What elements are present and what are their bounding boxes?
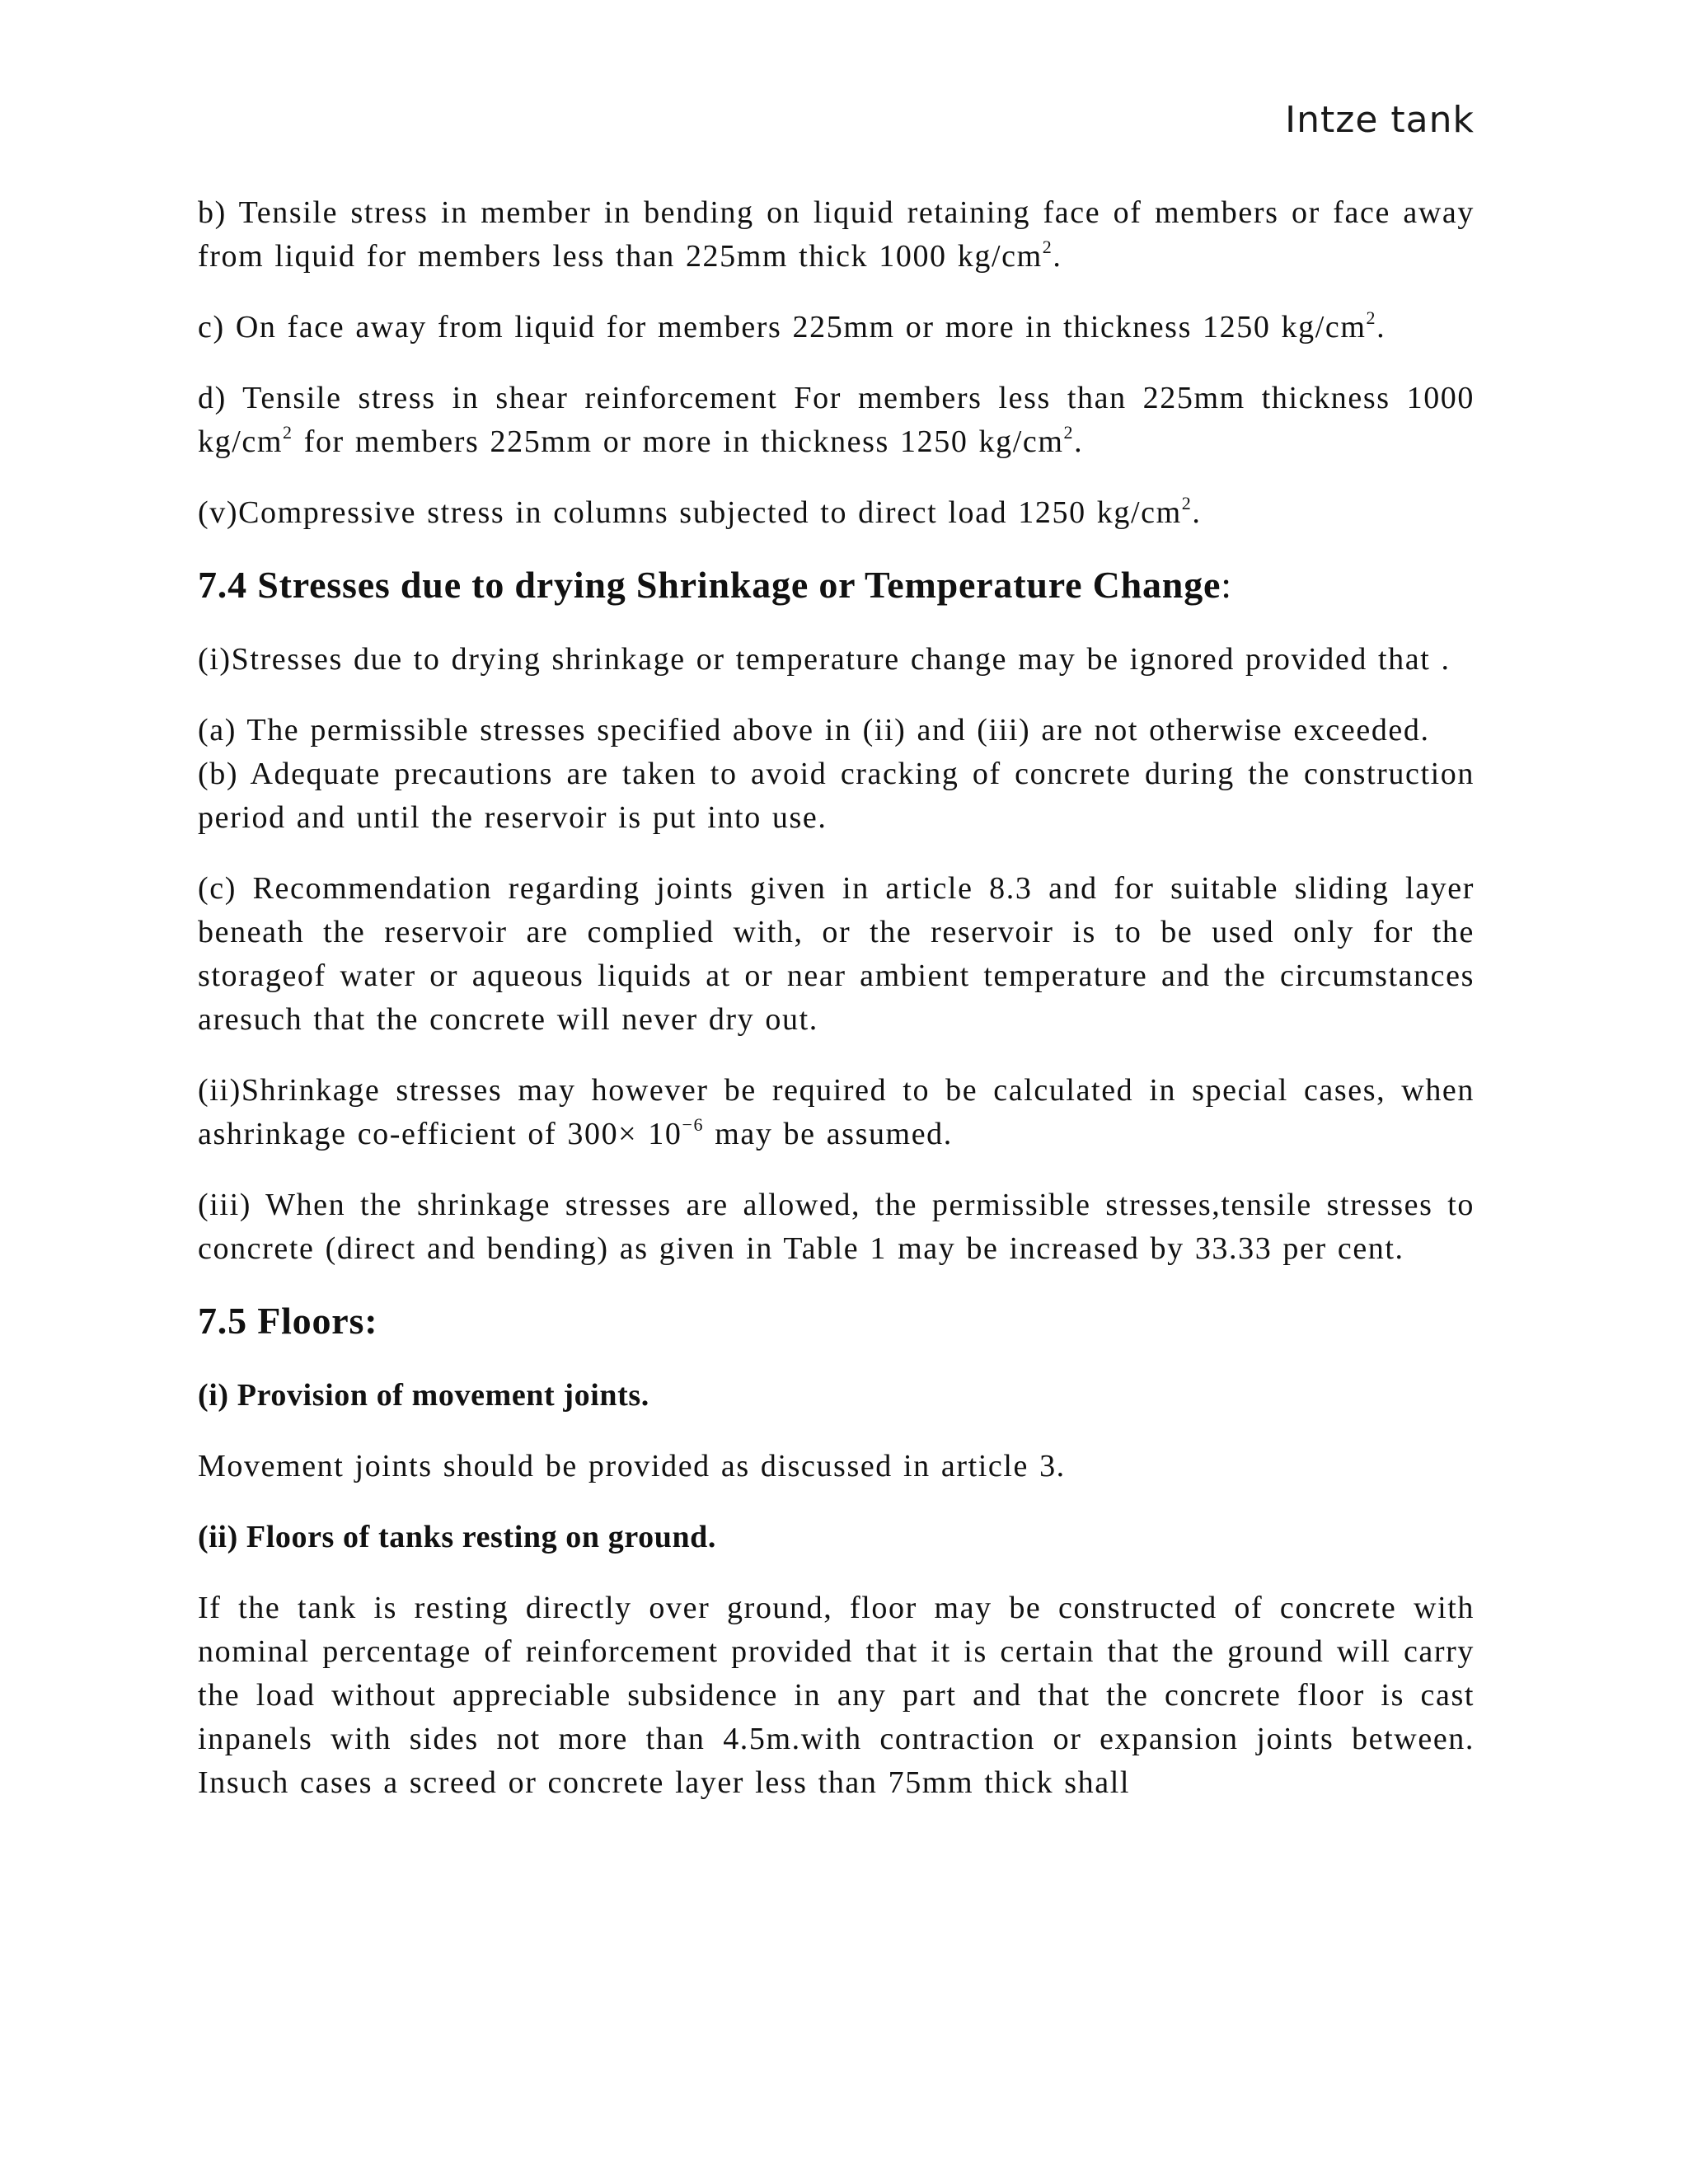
paragraph-movement-joints: Movement joints should be provided as discussed in article 3. (198, 1449, 1066, 1483)
section-heading-7-5: 7.5 Floors: (198, 1300, 378, 1342)
paragraph-7-4-ii: (ii)Shrinkage stresses may however be required to be calculated in special cases, when ashrinkage co-efficient of $300\times 10^{-6}$ may be assumed. (198, 1073, 1475, 1151)
paragraph-7-4-b: (b) Adequate precautions are taken to avoid cracking of concrete during the construction period and until the reservoir is put into use. (198, 757, 1475, 835)
paragraph-b: b) Tensile stress in member in bending on liquid retaining face of members or face away from liquid for members less than 225mm thick 1000 $kg/cm^2$. (198, 195, 1475, 274)
paragraph-7-4-iii: (iii) When the shrinkage stresses are allowed, the permissible stresses,tensile stresses to concrete (direct and bending) as given in Table 1 may be increased by 33.33 per cent. (198, 1188, 1475, 1266)
running-header: Intze tank (1285, 99, 1475, 141)
page-body (198, 191, 1475, 1805)
paragraph-7-4-a: (a) The permissible stresses specified above in (ii) and (iii) are not otherwise exceeded. (198, 713, 1430, 748)
paragraph-c: c) On face away from liquid for members 225mm or more in thickness 1250 $kg/cm^2$. (198, 307, 1386, 344)
paragraph-v: (v)Compressive stress in columns subjected to direct load 1250 $kg/cm^2$. (198, 493, 1202, 530)
paragraph-7-4-i: (i)Stresses due to drying shrinkage or temperature change may be ignored provided that . (198, 642, 1451, 677)
shrinkage-coefficient-formula: $300\times 10^{-6}$ (567, 1114, 705, 1151)
subheading-movement-joints: (i) Provision of movement joints. (198, 1378, 649, 1413)
subheading-floors-on-ground: (ii) Floors of tanks resting on ground. (198, 1520, 717, 1554)
paragraph-d: d) Tensile stress in shear reinforcement For members less than 225mm thickness 1000 $kg/cm^2$ for members 225mm or more in thickness 1250 $kg/cm^2$. (198, 381, 1475, 459)
paragraph-7-4-c: (c) Recommendation regarding joints given in article 8.3 and for suitable sliding layer beneath the reservoir are complied with, or the reservoir is to be used only for the storageof water or aqueous liquids at or near ambient temperature and the circumstances aresuch that the concrete will never dry out. (198, 871, 1475, 1037)
paragraph-floors-on-ground: If the tank is resting directly over ground, floor may be constructed of concrete with nominal percentage of reinforcement provided that it is certain that the ground will carry the load without appreciable subsidence in any part and that the concrete floor is cast inpanels with sides not more than 4.5m.with contraction or expansion joints between. Insuch cases a screed or concrete layer less than 75mm thick shall (198, 1591, 1475, 1800)
section-heading-7-4: 7.4 Stresses due to drying Shrinkage or Temperature Change: (198, 564, 1232, 606)
